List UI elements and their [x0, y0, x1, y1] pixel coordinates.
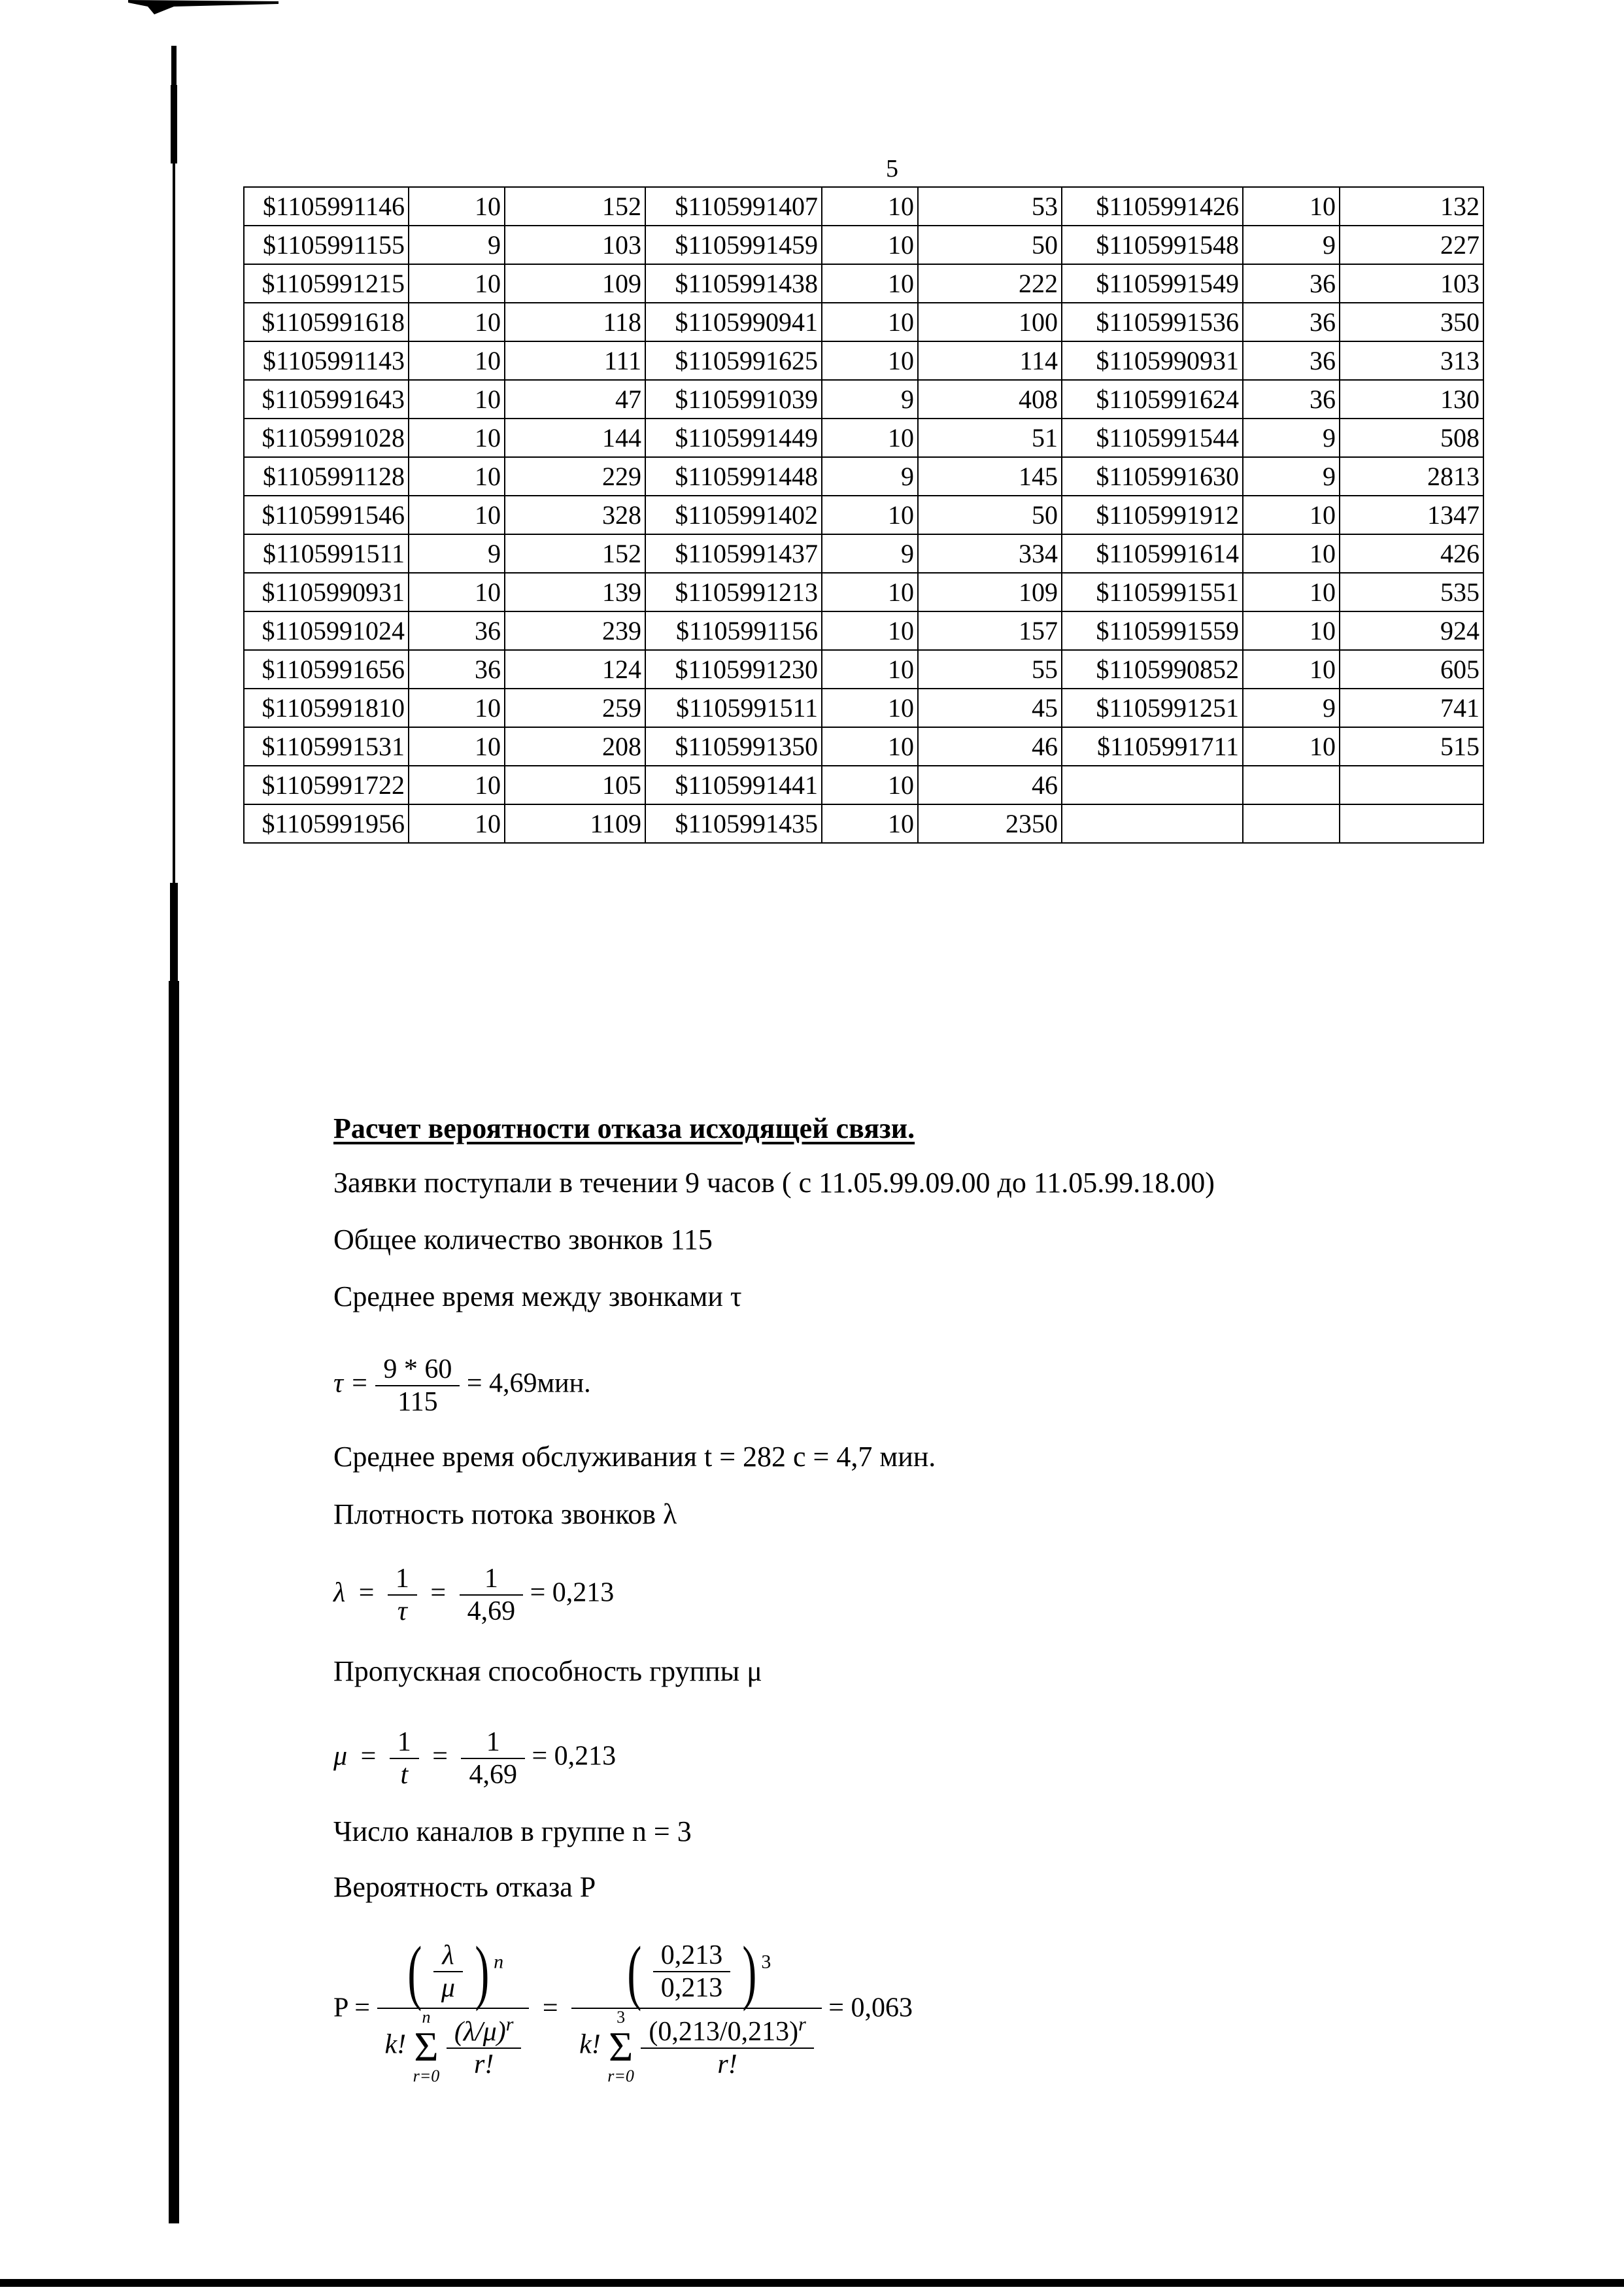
formula-p-frac2-sum-bottom: r=0: [607, 2066, 634, 2085]
table-cell: 47: [505, 380, 645, 419]
table-cell: $1105991441: [645, 766, 822, 804]
formula-p-frac2-term-den: r!: [641, 2048, 813, 2080]
formula-lambda: λ = $\frac{1}{\tau}$ = $\frac{1}{4,69}$ = 0,213: [333, 1564, 615, 1626]
table-cell: 10: [822, 419, 918, 457]
table-cell: 36: [1243, 264, 1340, 303]
formula-mu-den1: t: [390, 1758, 419, 1791]
table-cell: 46: [918, 727, 1062, 766]
table-cell: 145: [918, 457, 1062, 496]
calls-table-body: [244, 187, 1483, 843]
table-cell: 10: [822, 187, 918, 226]
formula-p-frac1: [377, 1932, 530, 2085]
table-cell: 1109: [505, 804, 645, 843]
table-cell: 152: [505, 187, 645, 226]
table-row: [244, 766, 1483, 804]
table-cell: [1340, 766, 1483, 804]
table-row: [244, 419, 1483, 457]
table-row: [244, 496, 1483, 534]
table-cell: 222: [918, 264, 1062, 303]
table-cell: 36: [409, 611, 505, 650]
formula-tau-rhs: = 4,69мин.: [466, 1368, 591, 1399]
table-cell: 10: [822, 264, 918, 303]
table-cell: $1105991656: [244, 650, 409, 689]
formula-p-frac1-top: ( $\frac{\lambda}{\mu}$ ) $^n$: [407, 1932, 504, 2012]
text-flow-density: Плотность потока звонков λ: [333, 1498, 677, 1530]
table-cell: $1105991546: [244, 496, 409, 534]
table-cell: 227: [1340, 226, 1483, 264]
table-cell: $1105990941: [645, 303, 822, 341]
table-cell: $1105991459: [645, 226, 822, 264]
table-cell: 10: [409, 457, 505, 496]
formula-p-frac2: [571, 1932, 822, 2085]
formula-lambda-den1: τ: [388, 1594, 417, 1627]
table-cell: 741: [1340, 689, 1483, 727]
table-cell: 132: [1340, 187, 1483, 226]
formula-mu-frac2: [461, 1726, 525, 1791]
table-cell: 10: [822, 226, 918, 264]
table-cell: 53: [918, 187, 1062, 226]
formula-p: P = ( $\frac{\lambda}{\mu}$ ) $^n$ k! n Σ r=0 $\frac{(\lambda/\mu)^r}{r!}$ = ( $\frac{0,213}{0,213}$ ) $^3$ k! 3 Σ r=0 $\frac{(0,213/0,213)^r}{r!}$ = 0,063: [333, 1932, 913, 2085]
table-cell: 10: [822, 689, 918, 727]
table-cell: $1105991213: [645, 573, 822, 611]
table-row: [244, 689, 1483, 727]
table-cell: $1105991155: [244, 226, 409, 264]
table-cell: 100: [918, 303, 1062, 341]
table-cell: 10: [409, 573, 505, 611]
table-cell: 10: [822, 611, 918, 650]
scan-bottom-edge: [0, 2279, 1624, 2287]
formula-p-frac1-mu: μ: [433, 1971, 463, 2004]
formula-mu-num2: 1: [486, 1727, 500, 1757]
table-cell: 109: [918, 573, 1062, 611]
table-cell: $1105991544: [1062, 419, 1243, 457]
table-cell: $1105991156: [645, 611, 822, 650]
table-row: [244, 804, 1483, 843]
table-row: [244, 341, 1483, 380]
formula-mu-lhs: μ: [333, 1741, 348, 1772]
table-cell: 157: [918, 611, 1062, 650]
table-cell: 9: [409, 534, 505, 573]
table-cell: 103: [505, 226, 645, 264]
table-cell: 130: [1340, 380, 1483, 419]
table-cell: $1105991024: [244, 611, 409, 650]
table-cell: 328: [505, 496, 645, 534]
table-cell: $1105991039: [645, 380, 822, 419]
text-throughput: Пропускная способность группы μ: [333, 1655, 762, 1687]
table-cell: 10: [1243, 611, 1340, 650]
table-cell: $1105990852: [1062, 650, 1243, 689]
table-cell: [1062, 804, 1243, 843]
table-cell: 10: [1243, 534, 1340, 573]
formula-tau-den: 115: [375, 1385, 460, 1418]
table-cell: $1105991448: [645, 457, 822, 496]
table-cell: $1105991251: [1062, 689, 1243, 727]
table-cell: $1105990931: [244, 573, 409, 611]
text-total-calls: Общее количество звонков 115: [333, 1224, 713, 1256]
section-heading: Расчет вероятности отказа исходящей связи.: [333, 1112, 915, 1144]
table-cell: $1105991630: [1062, 457, 1243, 496]
table-cell: 9: [1243, 419, 1340, 457]
calls-table: [243, 186, 1484, 844]
table-cell: 144: [505, 419, 645, 457]
table-cell: $1105991618: [244, 303, 409, 341]
table-cell: [1243, 766, 1340, 804]
table-cell: $1105990931: [1062, 341, 1243, 380]
table-cell: 10: [1243, 187, 1340, 226]
table-cell: 114: [918, 341, 1062, 380]
table-cell: 10: [822, 341, 918, 380]
formula-mu-rhs: = 0,213: [532, 1741, 617, 1772]
table-cell: $1105991402: [645, 496, 822, 534]
formula-p-frac1-term-exp: r: [505, 2013, 514, 2035]
formula-lambda-num2: 1: [484, 1564, 498, 1594]
table-cell: $1105991511: [244, 534, 409, 573]
formula-p-frac1-bottom: k! n Σ r=0 $\frac{(\lambda/\mu)^r}{r!}$: [377, 2008, 530, 2085]
table-cell: 408: [918, 380, 1062, 419]
table-cell: $1105991722: [244, 766, 409, 804]
formula-mu: μ = $\frac{1}{t}$ = $\frac{1}{4,69}$ = 0,213: [333, 1727, 617, 1790]
table-cell: 9: [409, 226, 505, 264]
table-cell: 36: [1243, 341, 1340, 380]
text-service-time: Среднее время обслуживания t = 282 с = 4,7 мин.: [333, 1441, 936, 1473]
table-cell: $1105991559: [1062, 611, 1243, 650]
formula-p-frac1-k: k!: [384, 2029, 407, 2060]
formula-p-frac2-sum-top: 3: [617, 2008, 626, 2027]
table-row: [244, 187, 1483, 226]
formula-p-frac1-lambda: λ: [442, 1940, 454, 1970]
table-row: [244, 727, 1483, 766]
table-cell: 259: [505, 689, 645, 727]
table-cell: 10: [1243, 650, 1340, 689]
formula-tau-num: 9 * 60: [383, 1354, 452, 1384]
table-cell: $1105991146: [244, 187, 409, 226]
formula-lambda-lhs: λ: [333, 1577, 346, 1608]
table-cell: $1105991536: [1062, 303, 1243, 341]
table-cell: 10: [1243, 496, 1340, 534]
table-cell: 109: [505, 264, 645, 303]
table-cell: 36: [1243, 303, 1340, 341]
table-row: [244, 611, 1483, 650]
table-cell: 55: [918, 650, 1062, 689]
table-cell: $1105991810: [244, 689, 409, 727]
table-cell: 50: [918, 496, 1062, 534]
table-cell: $1105991438: [645, 264, 822, 303]
table-cell: 229: [505, 457, 645, 496]
formula-p-frac1-sum-top: n: [422, 2008, 431, 2027]
table-cell: 103: [1340, 264, 1483, 303]
table-cell: $1105991956: [244, 804, 409, 843]
table-cell: 45: [918, 689, 1062, 727]
page-number: 5: [886, 155, 898, 182]
formula-lambda-frac1: [388, 1563, 417, 1627]
table-cell: $1105991551: [1062, 573, 1243, 611]
formula-p-frac2-exp: 3: [761, 1951, 771, 1973]
table-cell: $1105991426: [1062, 187, 1243, 226]
table-cell: $1105991028: [244, 419, 409, 457]
table-cell: 36: [409, 650, 505, 689]
table-cell: 2813: [1340, 457, 1483, 496]
table-cell: 10: [409, 804, 505, 843]
table-cell: $1105991912: [1062, 496, 1243, 534]
table-cell: $1105991614: [1062, 534, 1243, 573]
table-cell: $1105991437: [645, 534, 822, 573]
table-cell: 924: [1340, 611, 1483, 650]
formula-p-frac1-term-den: r!: [447, 2048, 522, 2080]
formula-lambda-den2: 4,69: [460, 1594, 524, 1627]
formula-mu-frac1: [390, 1726, 419, 1791]
formula-mu-num1: 1: [397, 1727, 411, 1757]
formula-mu-den2: 4,69: [461, 1758, 525, 1791]
formula-p-lhs: P =: [333, 1993, 370, 2023]
table-cell: 2350: [918, 804, 1062, 843]
table-cell: 10: [409, 303, 505, 341]
table-cell: 10: [409, 187, 505, 226]
formula-p-rhs: = 0,063: [828, 1993, 913, 2023]
table-cell: 50: [918, 226, 1062, 264]
table-cell: $1105991407: [645, 187, 822, 226]
formula-lambda-rhs: = 0,213: [530, 1577, 615, 1608]
table-cell: 10: [409, 380, 505, 419]
table-row: [244, 650, 1483, 689]
table-cell: $1105991625: [645, 341, 822, 380]
table-cell: 10: [822, 650, 918, 689]
table-row: [244, 226, 1483, 264]
formula-p-frac2-term: (0,213/0,213): [649, 2017, 799, 2047]
formula-p-frac2-bottom: k! 3 Σ r=0 $\frac{(0,213/0,213)^r}{r!}$: [571, 2008, 822, 2085]
table-cell: [1062, 766, 1243, 804]
table-cell: [1243, 804, 1340, 843]
table-cell: 118: [505, 303, 645, 341]
table-cell: 535: [1340, 573, 1483, 611]
table-cell: $1105991531: [244, 727, 409, 766]
table-cell: 10: [409, 419, 505, 457]
table-cell: $1105991548: [1062, 226, 1243, 264]
table-cell: 10: [822, 303, 918, 341]
formula-p-frac2-k: k!: [579, 2029, 601, 2060]
text-channels: Число каналов в группе n = 3: [333, 1815, 692, 1847]
formula-tau-fraction: [375, 1354, 460, 1418]
table-cell: 426: [1340, 534, 1483, 573]
table-cell: 1347: [1340, 496, 1483, 534]
table-row: [244, 534, 1483, 573]
scan-corner-mark: [128, 0, 279, 16]
formula-tau: [333, 1354, 591, 1418]
table-cell: 350: [1340, 303, 1483, 341]
scan-left-edge: [169, 26, 180, 2243]
formula-p-frac2-term-exp: r: [798, 2013, 806, 2035]
table-cell: 515: [1340, 727, 1483, 766]
formula-p-frac1-sum-bottom: r=0: [413, 2066, 440, 2085]
text-period: Заявки поступали в течении 9 часов ( с 11.05.99.09.00 до 11.05.99.18.00): [333, 1167, 1215, 1199]
text-mean-interval: Среднее время между звонками τ: [333, 1280, 742, 1312]
table-cell: $1105991350: [645, 727, 822, 766]
table-row: [244, 573, 1483, 611]
table-cell: $1105991435: [645, 804, 822, 843]
formula-lambda-frac2: [460, 1563, 524, 1627]
table-cell: $1105991143: [244, 341, 409, 380]
table-cell: 10: [822, 804, 918, 843]
table-cell: 10: [409, 341, 505, 380]
formula-p-frac1-exp: n: [494, 1951, 504, 1973]
table-row: [244, 457, 1483, 496]
table-cell: 239: [505, 611, 645, 650]
table-cell: 208: [505, 727, 645, 766]
formula-p-frac1-term: (λ/μ): [454, 2017, 506, 2047]
table-cell: 9: [822, 534, 918, 573]
table-cell: $1105991643: [244, 380, 409, 419]
table-cell: 10: [409, 689, 505, 727]
table-cell: 9: [822, 457, 918, 496]
table-cell: 10: [409, 496, 505, 534]
table-row: [244, 380, 1483, 419]
formula-p-frac2-num: 0,213: [660, 1940, 723, 1970]
table-cell: 10: [409, 766, 505, 804]
table-cell: 10: [409, 264, 505, 303]
table-cell: 9: [1243, 689, 1340, 727]
table-cell: 9: [1243, 457, 1340, 496]
table-cell: 605: [1340, 650, 1483, 689]
table-cell: 10: [409, 727, 505, 766]
table-cell: 152: [505, 534, 645, 573]
table-cell: 139: [505, 573, 645, 611]
table-row: [244, 303, 1483, 341]
table-cell: 124: [505, 650, 645, 689]
formula-tau-lhs: τ =: [333, 1368, 369, 1399]
table-cell: 46: [918, 766, 1062, 804]
table-cell: 10: [822, 766, 918, 804]
table-cell: $1105991711: [1062, 727, 1243, 766]
table-cell: $1105991511: [645, 689, 822, 727]
table-cell: $1105991215: [244, 264, 409, 303]
table-cell: 105: [505, 766, 645, 804]
table-cell: 10: [822, 727, 918, 766]
table-cell: 508: [1340, 419, 1483, 457]
table-cell: [1340, 804, 1483, 843]
formula-p-frac2-top: ( $\frac{0,213}{0,213}$ ) $^3$: [626, 1932, 771, 2012]
table-cell: 111: [505, 341, 645, 380]
table-cell: $1105991230: [645, 650, 822, 689]
formula-p-frac2-den: 0,213: [653, 1971, 731, 2004]
table-cell: $1105991624: [1062, 380, 1243, 419]
table-cell: 9: [1243, 226, 1340, 264]
table-cell: 10: [1243, 573, 1340, 611]
table-cell: 51: [918, 419, 1062, 457]
table-cell: 334: [918, 534, 1062, 573]
table-cell: 36: [1243, 380, 1340, 419]
table-cell: 10: [822, 496, 918, 534]
table-cell: $1105991128: [244, 457, 409, 496]
table-row: [244, 264, 1483, 303]
table-cell: 10: [822, 573, 918, 611]
table-cell: 313: [1340, 341, 1483, 380]
formula-lambda-num1: 1: [395, 1564, 409, 1594]
table-cell: 9: [822, 380, 918, 419]
table-cell: $1105991449: [645, 419, 822, 457]
table-cell: $1105991549: [1062, 264, 1243, 303]
text-failure-probability: Вероятность отказа P: [333, 1871, 596, 1903]
table-cell: 10: [1243, 727, 1340, 766]
